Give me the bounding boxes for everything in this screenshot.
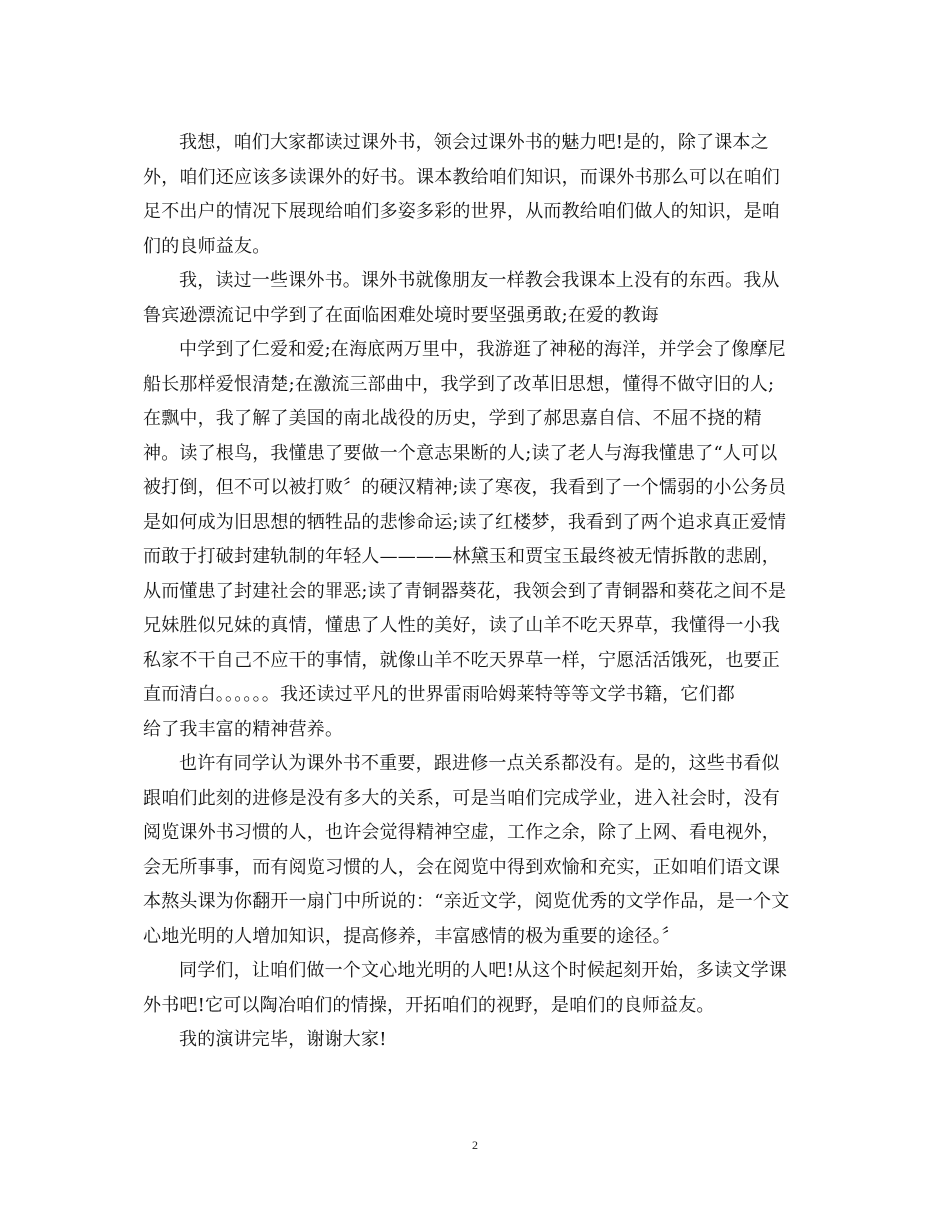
- paragraph-book-list: [143, 333, 811, 747]
- text-line: 我的演讲完毕，谢谢大家!: [179, 1029, 387, 1050]
- text-line: 跟咱们此刻的进修是没有多大的关系，可是当咱们完成学业，进入社会时，没有: [143, 787, 780, 809]
- text-line: 阅览课外书习惯的人，也许会觉得精神空虚，工作之余，除了上网、看电视外，: [143, 822, 780, 843]
- text-line: 给了我丰富的精神营养。: [143, 718, 344, 740]
- text-line: 直而清白。。。。。。我还读过平凡的世界雷雨哈姆莱特等等文学书籍，它们都: [143, 684, 735, 705]
- text-line: 鲁宾逊漂流记中学到了在面临困难处境时要坚强勇敢;在爱的教诲: [143, 304, 659, 326]
- text-line: 而敢于打破封建轨制的年轻人————林黛玉和贾宝玉最终被无情拆散的悲剧，: [143, 546, 780, 567]
- paragraph-intro: [143, 126, 811, 264]
- text-line: 们的良师益友。: [143, 235, 271, 257]
- text-line: 外书吧!它可以陶冶咱们的情操，开拓咱们的视野，是咱们的良师益友。: [143, 994, 715, 1016]
- text-line: 同学们，让咱们做一个文心地光明的人吧!从这个时候起刻开始，多读文学课: [179, 960, 788, 981]
- text-line: 会无所事事，而有阅览习惯的人，会在阅览中得到欢愉和充实，正如咱们语文课: [143, 856, 780, 878]
- text-line: 神。读了根鸟，我懂患了要做一个意志果断的人;读了老人与海我懂患了“人可以: [143, 442, 778, 464]
- text-line: 私家不干自己不应干的事情，就像山羊不吃天界草一样，宁愿活活饿死，也要正: [143, 649, 780, 671]
- text-line: 兄妹胜似兄妹的真情，懂患了人性的美好，读了山羊不吃天界草，我懂得一小我: [143, 615, 780, 636]
- text-line: 中学到了仁爱和爱;在海底两万里中，我游逛了神秘的海洋，并学会了像摩尼: [179, 339, 786, 360]
- text-line: 也许有同学认为课外书不重要，跟进修一点关系都没有。是的，这些书看似: [179, 753, 780, 774]
- paragraph-importance: [143, 747, 811, 954]
- page-number: 2: [472, 1138, 478, 1152]
- text-line: 外，咱们还应该多读课外的好书。课本教给咱们知识，而课外书那么可以在咱们: [143, 166, 780, 188]
- paragraph-books-read: [143, 264, 811, 333]
- text-line: 足不出户的情况下展现给咱们多姿多彩的世界，从而教给咱们做人的知识，是咱: [143, 201, 780, 222]
- text-line: 是如何成为旧思想的牺牲品的悲惨命运;读了红楼梦，我看到了两个追求真正爱情: [143, 511, 787, 533]
- text-line: 在飘中，我了解了美国的南北战役的历史，学到了郝思嘉自信、不屈不挠的精: [143, 408, 762, 429]
- paragraph-closing: [143, 1023, 811, 1058]
- paragraph-call-to-action: [143, 954, 811, 1023]
- text-line: 本熬头课为你翻开一扇门中所说的：“亲近文学，阅览优秀的文学作品，是一个文: [143, 891, 790, 912]
- text-line: 被打倒，但不可以被打败〞的硬汉精神;读了寒夜，我看到了一个懦弱的小公务员: [143, 477, 787, 498]
- text-line: 我想，咱们大家都读过课外书，领会过课外书的魅力吧!是的，除了课本之: [179, 132, 769, 153]
- text-line: 船长那样爱恨清楚;在激流三部曲中，我学到了改革旧思想，懂得不做守旧的人;: [143, 373, 775, 395]
- text-line: 心地光明的人增加知识，提高修养，丰富感情的极为重要的途径。〞: [143, 925, 680, 947]
- document-body: [143, 126, 811, 1058]
- text-line: 从而懂患了封建社会的罪恶;读了青铜器葵花，我领会到了青铜器和葵花之间不是: [143, 580, 787, 602]
- text-line: 我，读过一些课外书。课外书就像朋友一样教会我课本上没有的东西。我从: [179, 270, 780, 291]
